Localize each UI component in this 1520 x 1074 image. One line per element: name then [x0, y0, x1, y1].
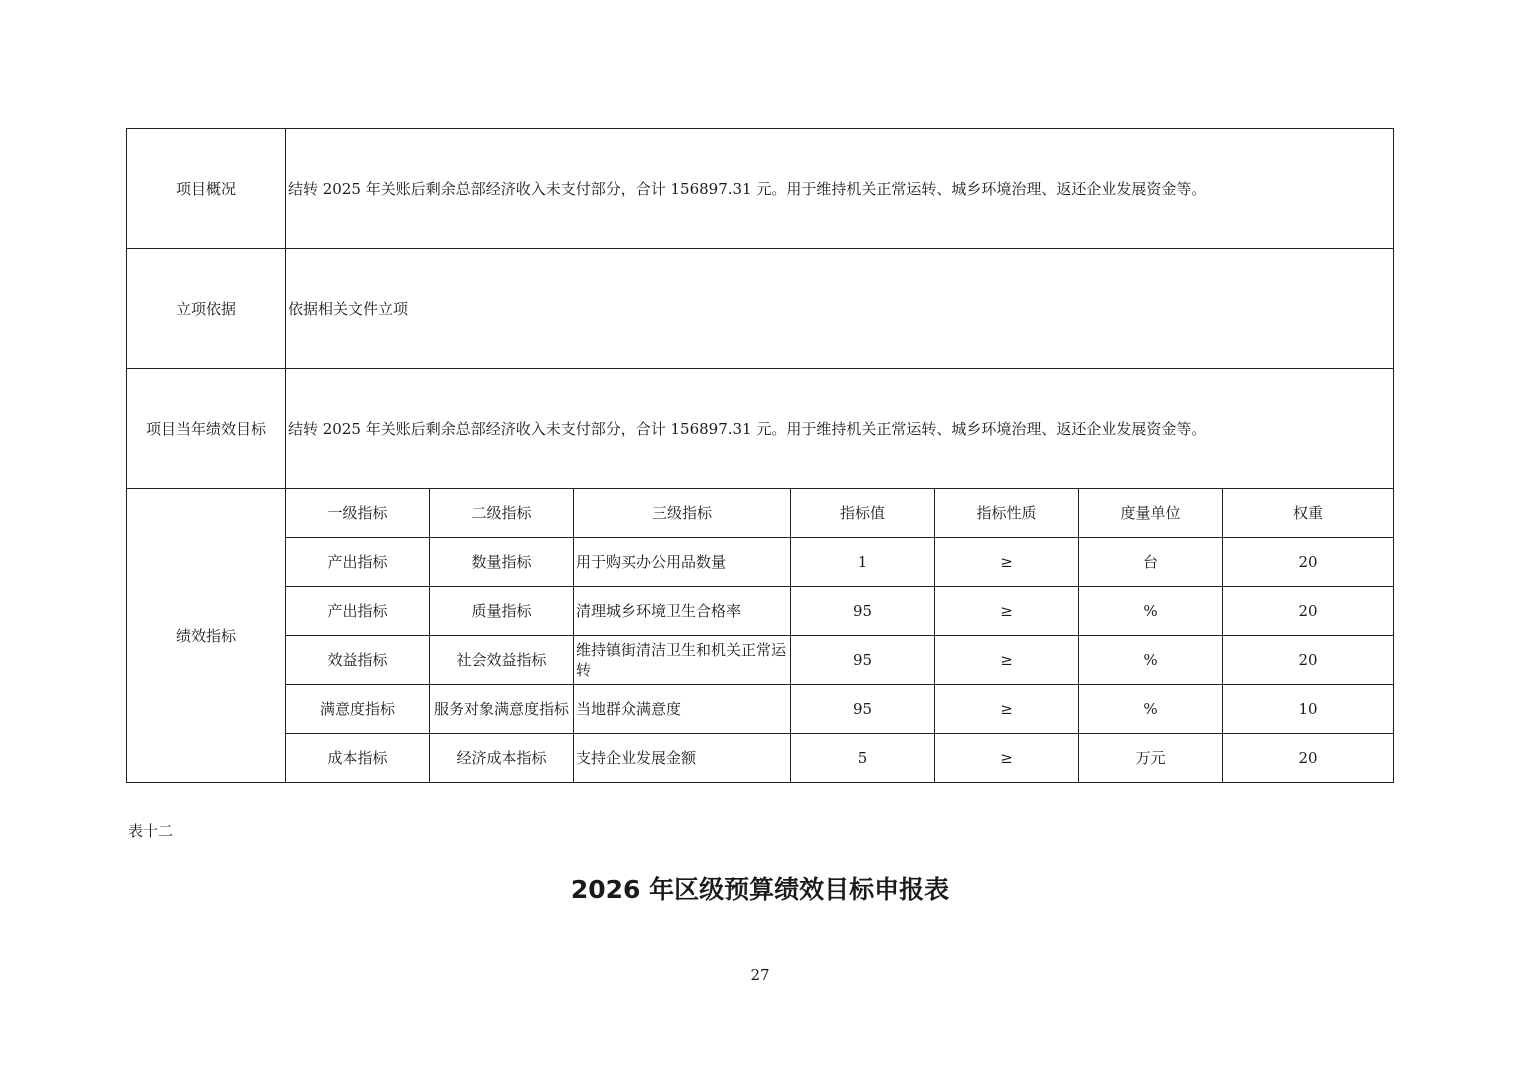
goal-label: 项目当年绩效目标: [127, 369, 286, 489]
unit-cell: 万元: [1079, 734, 1223, 783]
header-cell: 度量单位: [1079, 489, 1223, 538]
header-cell: 一级指标: [286, 489, 430, 538]
unit-cell: %: [1079, 685, 1223, 734]
weight-cell: 20: [1223, 734, 1394, 783]
page-number: 27: [750, 966, 770, 984]
level2-cell: 质量指标: [430, 587, 574, 636]
table-row: [127, 636, 1394, 685]
indicators-label: 绩效指标: [127, 489, 286, 783]
nature-cell: ≥: [935, 734, 1079, 783]
performance-table: [126, 128, 1394, 783]
level1-cell: 产出指标: [286, 587, 430, 636]
overview-row: [127, 129, 1394, 249]
level3-cell: 清理城乡环境卫生合格率: [574, 587, 791, 636]
level2-cell: 服务对象满意度指标: [430, 685, 574, 734]
level2-cell: 数量指标: [430, 538, 574, 587]
value-cell: 5: [791, 734, 935, 783]
header-cell: 二级指标: [430, 489, 574, 538]
level1-cell: 产出指标: [286, 538, 430, 587]
next-table-title: 2026 年区级预算绩效目标申报表: [570, 875, 950, 904]
level2-cell: 经济成本指标: [430, 734, 574, 783]
level3-cell: 支持企业发展金额: [574, 734, 791, 783]
level3-cell: 当地群众满意度: [574, 685, 791, 734]
nature-cell: ≥: [935, 636, 1079, 685]
nature-cell: ≥: [935, 538, 1079, 587]
nature-cell: ≥: [935, 587, 1079, 636]
header-cell: 三级指标: [574, 489, 791, 538]
value-cell: 95: [791, 587, 935, 636]
unit-cell: %: [1079, 587, 1223, 636]
level3-cell: 维持镇街清洁卫生和机关正常运转: [574, 636, 791, 685]
indicator-header-row: [127, 489, 1394, 538]
header-cell: 指标性质: [935, 489, 1079, 538]
value-cell: 95: [791, 685, 935, 734]
header-cell: 指标值: [791, 489, 935, 538]
basis-text: 依据相关文件立项: [286, 249, 1394, 369]
weight-cell: 20: [1223, 538, 1394, 587]
goal-text: 结转 2025 年关账后剩余总部经济收入未支付部分，合计 156897.31 元。用于维持机关正常运转、城乡环境治理、返还企业发展资金等。: [286, 369, 1394, 489]
table-row: [127, 734, 1394, 783]
table-row: [127, 538, 1394, 587]
table-row: [127, 587, 1394, 636]
level1-cell: 效益指标: [286, 636, 430, 685]
nature-cell: ≥: [935, 685, 1079, 734]
overview-label: 项目概况: [127, 129, 286, 249]
level3-cell: 用于购买办公用品数量: [574, 538, 791, 587]
goal-row: [127, 369, 1394, 489]
unit-cell: %: [1079, 636, 1223, 685]
weight-cell: 10: [1223, 685, 1394, 734]
basis-label: 立项依据: [127, 249, 286, 369]
overview-text: 结转 2025 年关账后剩余总部经济收入未支付部分，合计 156897.31 元。用于维持机关正常运转、城乡环境治理、返还企业发展资金等。: [286, 129, 1394, 249]
table-row: [127, 685, 1394, 734]
table-caption: 表十二: [128, 822, 174, 840]
header-cell: 权重: [1223, 489, 1394, 538]
weight-cell: 20: [1223, 636, 1394, 685]
value-cell: 1: [791, 538, 935, 587]
level1-cell: 成本指标: [286, 734, 430, 783]
basis-row: [127, 249, 1394, 369]
value-cell: 95: [791, 636, 935, 685]
level2-cell: 社会效益指标: [430, 636, 574, 685]
unit-cell: 台: [1079, 538, 1223, 587]
level1-cell: 满意度指标: [286, 685, 430, 734]
weight-cell: 20: [1223, 587, 1394, 636]
